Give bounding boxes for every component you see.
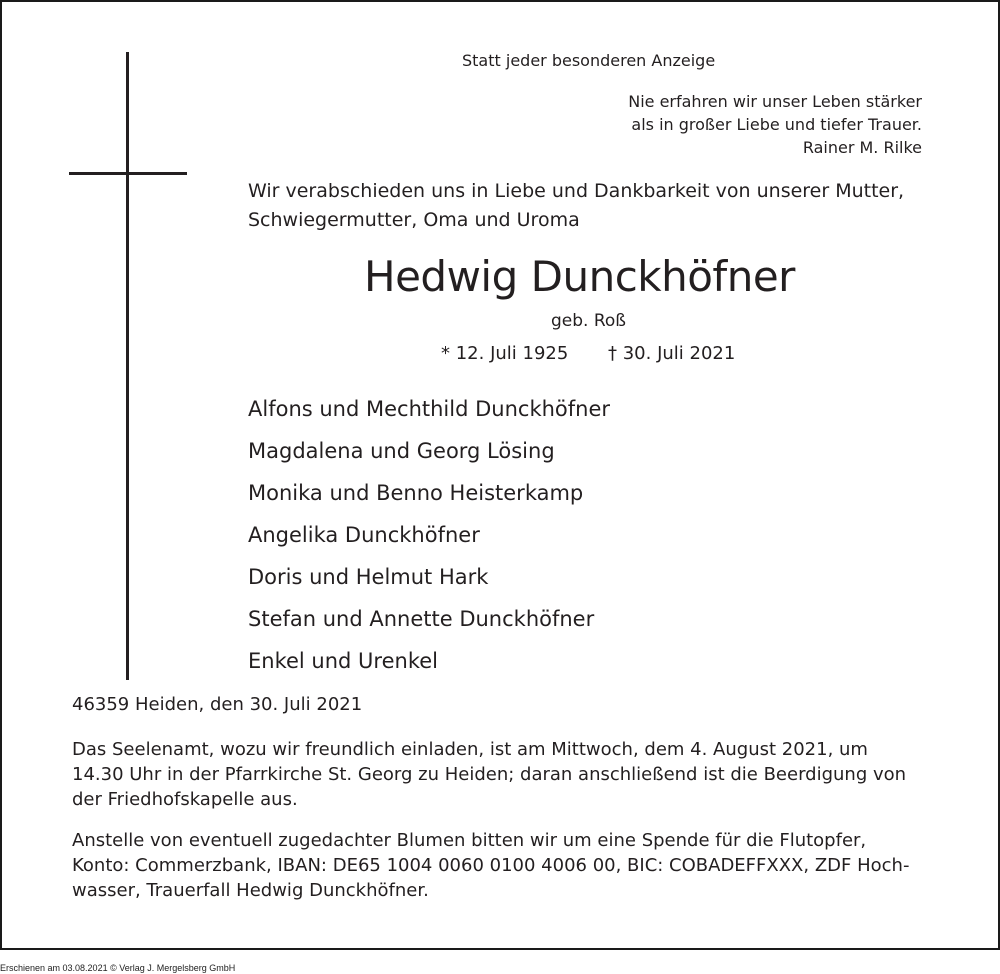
mourners-list xyxy=(248,388,610,682)
donation-line: Konto: Commerzbank, IBAN: DE65 1004 0060 0100 4006 00, BIC: COBADEFFXXX, ZDF Hoch- xyxy=(72,855,910,876)
intro-line-2: Schwiegermutter, Oma und Uroma xyxy=(248,209,580,231)
maiden-name: geb. Roß xyxy=(551,311,627,331)
intro-text xyxy=(248,177,904,235)
donation-line: Anstelle von eventuell zugedachter Blumen bitten wir um eine Spende für die Flutopfer, xyxy=(72,830,867,851)
service-line: 14.30 Uhr in der Pfarrkirche St. Georg zu Heiden; daran anschließend ist die Beerdigung von xyxy=(72,764,907,785)
donation-paragraph xyxy=(72,828,909,903)
death-date: † 30. Juli 2021 xyxy=(608,343,736,364)
deceased-name: Hedwig Dunckhöfner xyxy=(364,252,795,301)
birth-date: * 12. Juli 1925 xyxy=(441,343,569,364)
mourner-item: Alfons und Mechthild Dunckhöfner xyxy=(248,397,611,421)
mourner-item: Angelika Dunckhöfner xyxy=(248,523,480,547)
mourner-item: Doris und Helmut Hark xyxy=(248,565,489,589)
intro-line-1: Wir verabschieden uns in Liebe und Dankbarkeit von unserer Mutter, xyxy=(248,180,905,202)
mourner-item: Stefan und Annette Dunckhöfner xyxy=(248,607,595,631)
place-date: 46359 Heiden, den 30. Juli 2021 xyxy=(72,694,363,715)
service-line: der Friedhofskapelle aus. xyxy=(72,789,298,810)
notice-header: Statt jeder besonderen Anzeige xyxy=(462,51,716,70)
publication-footer: Erschienen am 03.08.2021 © Verlag J. Mergelsberg GmbH xyxy=(0,963,236,973)
mourner-item: Monika und Benno Heisterkamp xyxy=(248,481,584,505)
cross-icon-vertical-beam xyxy=(126,52,129,680)
mourner-item: Magdalena und Georg Lösing xyxy=(248,439,555,463)
service-paragraph xyxy=(72,737,906,812)
cross-icon-horizontal-beam xyxy=(69,172,187,175)
service-line: Das Seelenamt, wozu wir freundlich einladen, ist am Mittwoch, dem 4. August 2021, um xyxy=(72,739,868,760)
quote-line-1: Nie erfahren wir unser Leben stärker xyxy=(628,92,922,111)
quote xyxy=(628,90,922,159)
quote-line-2: als in großer Liebe und tiefer Trauer. xyxy=(631,115,922,134)
quote-author: Rainer M. Rilke xyxy=(802,138,922,157)
mourner-item: Enkel und Urenkel xyxy=(248,649,438,673)
donation-line: wasser, Trauerfall Hedwig Dunckhöfner. xyxy=(72,880,429,901)
